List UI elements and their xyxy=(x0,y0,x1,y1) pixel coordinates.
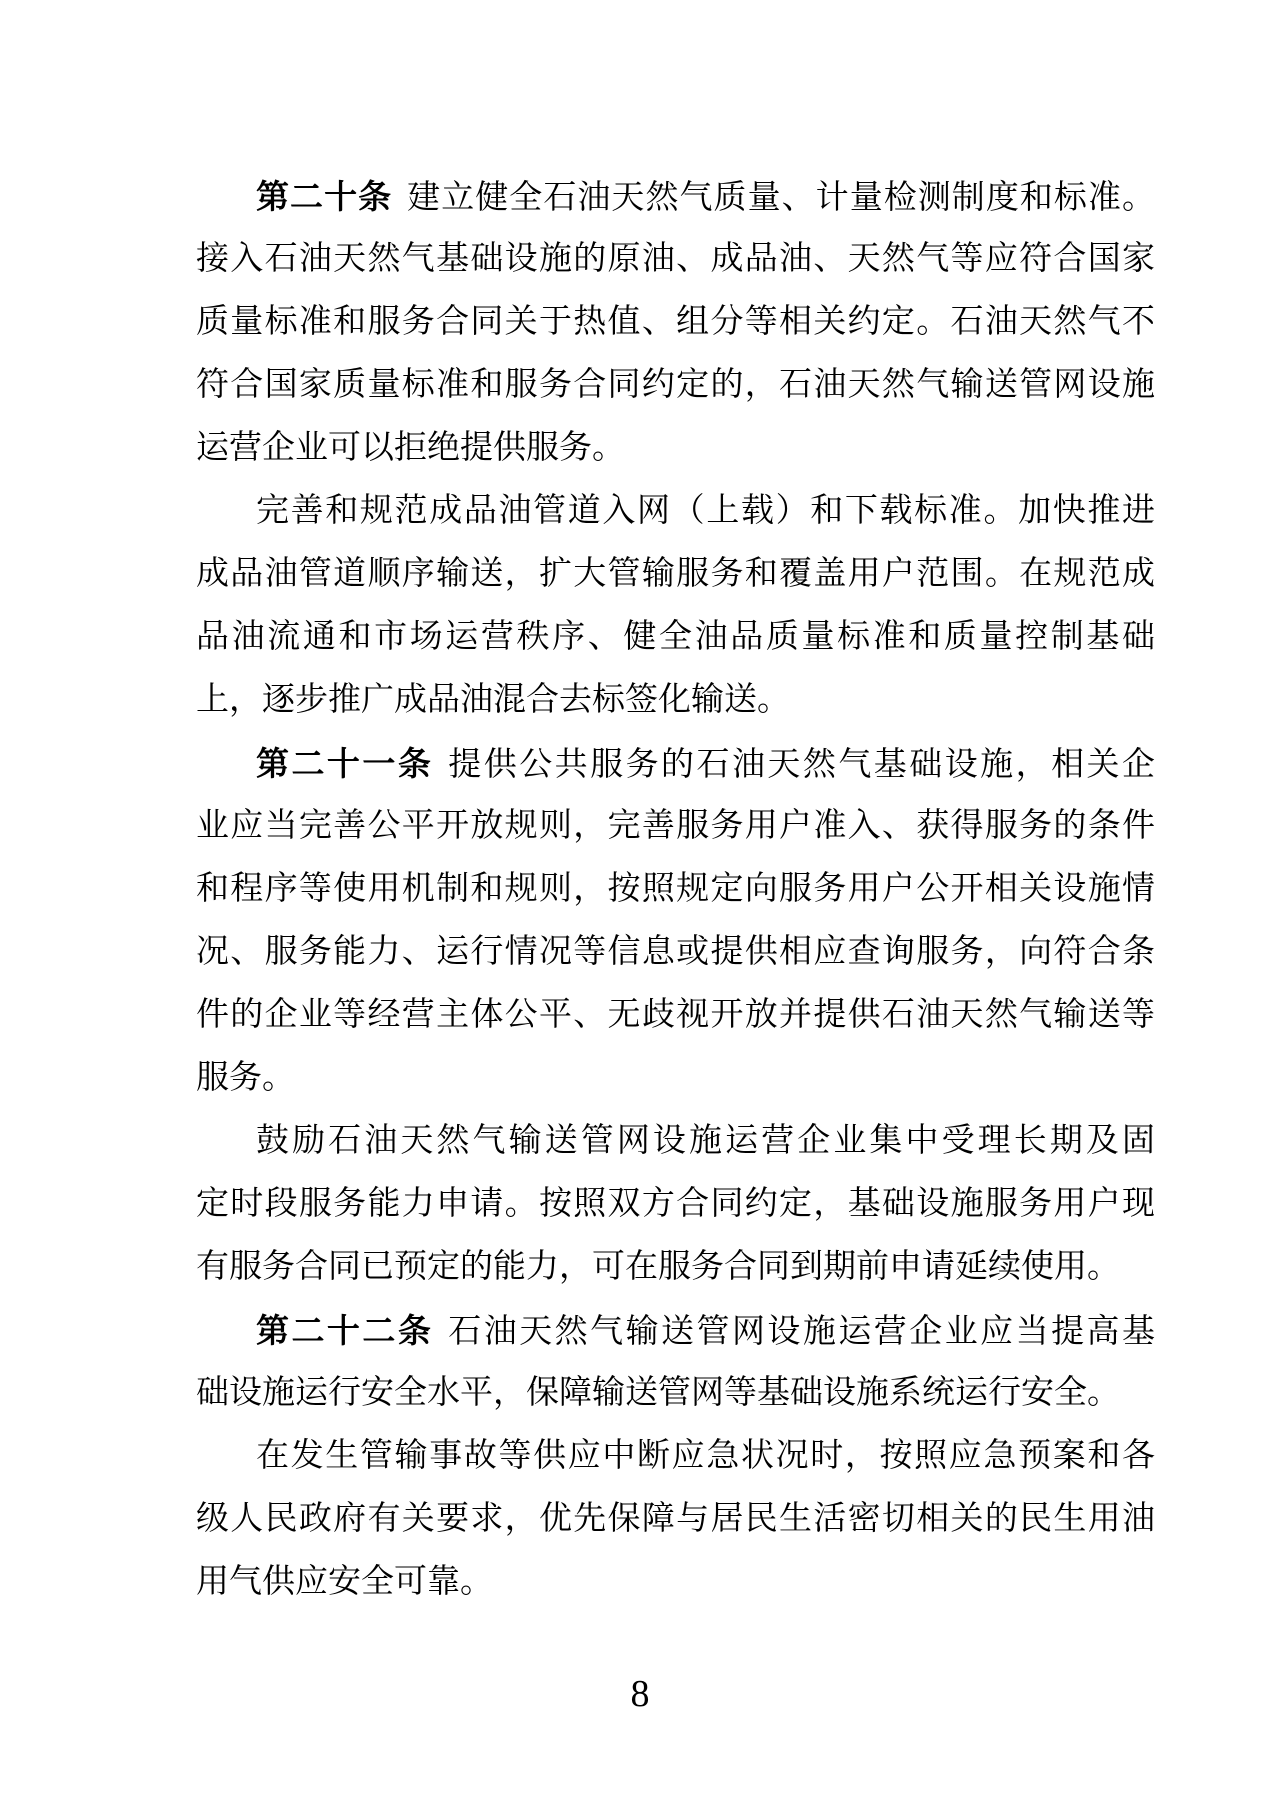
text-line xyxy=(196,669,1155,732)
line-text: 定时段服务能力申请。按照双方合同约定，基础设施服务用户现 xyxy=(196,1186,1155,1222)
text-line xyxy=(196,480,1155,543)
line-text: 件的企业等经营主体公平、无歧视开放并提供石油天然气输送等 xyxy=(196,997,1155,1033)
text-line xyxy=(196,732,1155,795)
text-line xyxy=(196,1173,1155,1236)
line-text: 础设施运行安全水平，保障输送管网等基础设施系统运行安全。 xyxy=(196,1375,1120,1411)
text-line xyxy=(196,1362,1155,1425)
line-text: 和程序等使用机制和规则，按照规定向服务用户公开相关设施情 xyxy=(196,871,1155,907)
page-number: 8 xyxy=(630,1673,650,1715)
text-line xyxy=(196,165,1155,228)
line-text: 况、服务能力、运行情况等信息或提供相应查询服务，向符合条 xyxy=(196,934,1155,970)
line-text: 品油流通和市场运营秩序、健全油品质量标准和质量控制基础 xyxy=(196,619,1155,655)
line-text: 符合国家质量标准和服务合同约定的，石油天然气输送管网设施 xyxy=(196,367,1155,403)
text-line xyxy=(196,1299,1155,1362)
line-text: 接入石油天然气基础设施的原油、成品油、天然气等应符合国家 xyxy=(196,241,1155,277)
line-text: 提供公共服务的石油天然气基础设施，相关企 xyxy=(448,747,1156,783)
line-text: 在发生管输事故等供应中断应急状况时，按照应急预案和各 xyxy=(256,1438,1155,1474)
text-line xyxy=(196,606,1155,669)
text-line xyxy=(196,1551,1155,1614)
text-line xyxy=(196,354,1155,417)
line-text: 成品油管道顺序输送，扩大管输服务和覆盖用户范围。在规范成 xyxy=(196,556,1155,592)
line-text: 上，逐步推广成品油混合去标签化输送。 xyxy=(196,682,790,718)
line-text: 业应当完善公平开放规则，完善服务用户准入、获得服务的条件 xyxy=(196,808,1155,844)
text-line xyxy=(196,921,1155,984)
text-line xyxy=(196,1425,1155,1488)
text-line xyxy=(196,1488,1155,1551)
line-text: 用气供应安全可靠。 xyxy=(196,1564,493,1600)
text-line xyxy=(196,795,1155,858)
article-number-label: 第二十条 xyxy=(256,178,393,215)
text-line xyxy=(196,417,1155,480)
line-text: 石油天然气输送管网设施运营企业应当提高基 xyxy=(448,1314,1156,1350)
text-line xyxy=(196,543,1155,606)
document-body xyxy=(196,165,1155,1614)
text-line xyxy=(196,228,1155,291)
text-line xyxy=(196,984,1155,1047)
line-text: 服务。 xyxy=(196,1060,295,1096)
text-line xyxy=(196,858,1155,921)
text-line xyxy=(196,1110,1155,1173)
text-line xyxy=(196,1236,1155,1299)
line-text: 建立健全石油天然气质量、计量检测制度和标准。 xyxy=(407,180,1156,216)
text-line xyxy=(196,1047,1155,1110)
text-line xyxy=(196,291,1155,354)
line-text: 运营企业可以拒绝提供服务。 xyxy=(196,430,625,466)
line-text: 级人民政府有关要求，优先保障与居民生活密切相关的民生用油 xyxy=(196,1501,1155,1537)
article-number-label: 第二十一条 xyxy=(256,745,434,782)
line-text: 有服务合同已预定的能力，可在服务合同到期前申请延续使用。 xyxy=(196,1249,1120,1285)
line-text: 完善和规范成品油管道入网（上载）和下载标准。加快推进 xyxy=(256,493,1155,529)
article-number-label: 第二十二条 xyxy=(256,1312,434,1349)
line-text: 鼓励石油天然气输送管网设施运营企业集中受理长期及固 xyxy=(256,1123,1155,1159)
line-text: 质量标准和服务合同关于热值、组分等相关约定。石油天然气不 xyxy=(196,304,1155,340)
